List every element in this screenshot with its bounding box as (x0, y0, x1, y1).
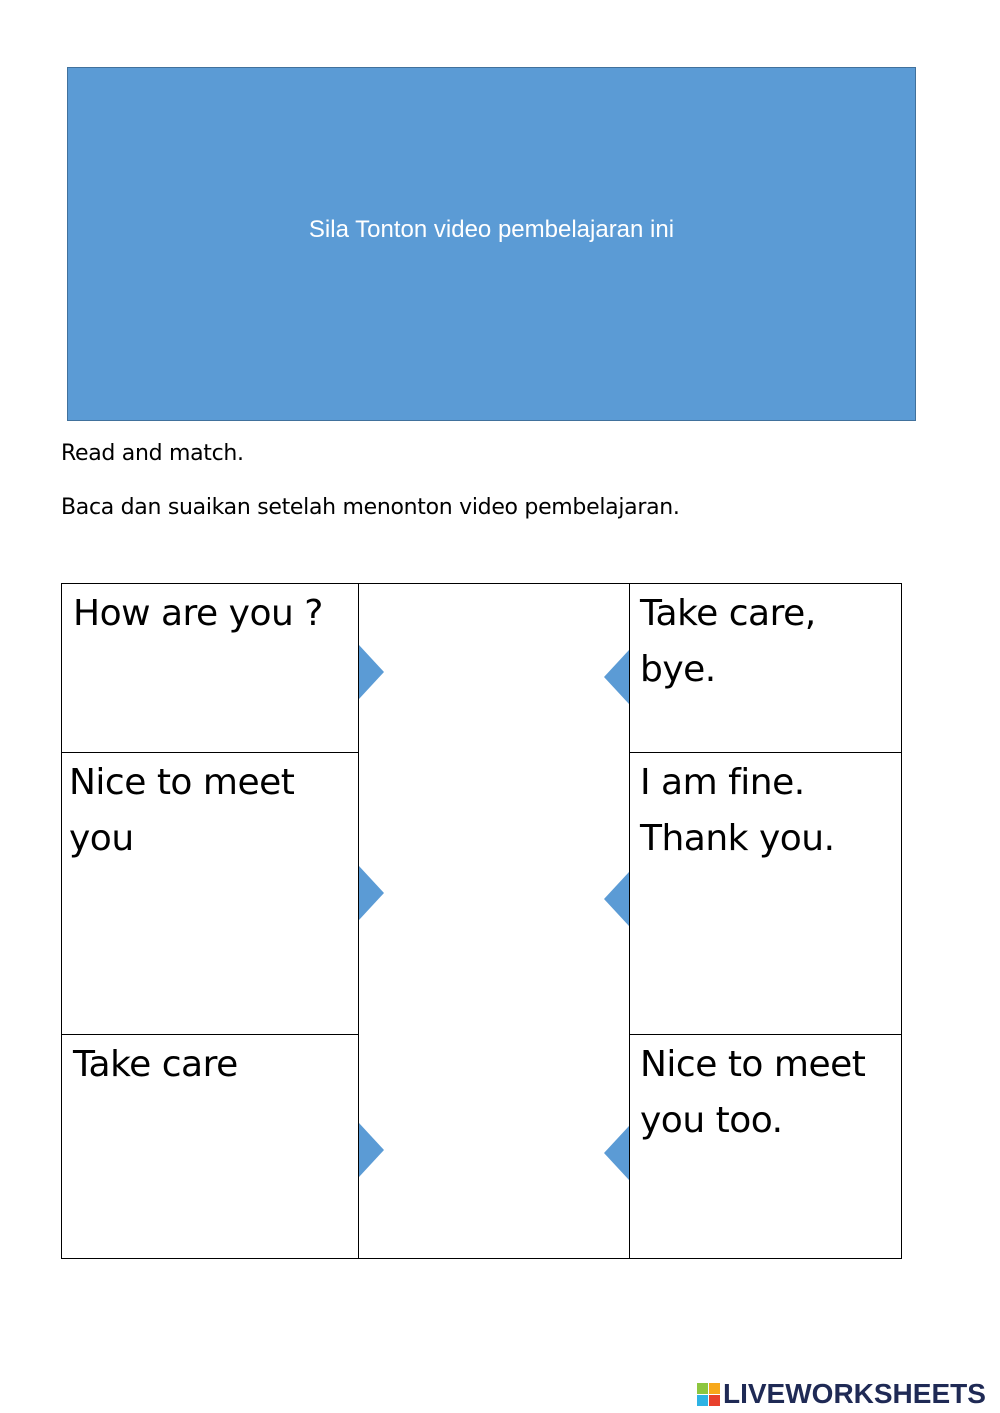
right-item-3: Nice to meet you too. (640, 1044, 866, 1141)
left-item-3: Take care (73, 1044, 238, 1085)
right-cell-3 (629, 1034, 902, 1259)
left-cell-1 (61, 583, 359, 753)
right-item-2: I am fine. Thank you. (640, 762, 835, 859)
instruction-english: Read and match. (61, 441, 244, 466)
left-connector-3-icon[interactable] (359, 1123, 384, 1177)
left-connector-1-icon[interactable] (359, 645, 384, 699)
video-label: Sila Tonton video pembelajaran ini (308, 216, 675, 243)
instruction-malay: Baca dan suaikan setelah menonton video pembelajaran. (61, 495, 680, 520)
right-connector-2-icon[interactable] (604, 872, 629, 926)
left-cell-3 (61, 1034, 359, 1259)
liveworksheets-logo-icon (697, 1383, 720, 1406)
match-area[interactable] (358, 583, 630, 1259)
video-placeholder[interactable] (67, 67, 916, 421)
right-connector-1-icon[interactable] (604, 650, 629, 704)
left-item-2: Nice to meet you (69, 762, 295, 859)
right-cell-2 (629, 752, 902, 1035)
left-cell-2 (61, 752, 359, 1035)
left-item-1: How are you ? (73, 593, 323, 634)
right-connector-3-icon[interactable] (604, 1126, 629, 1180)
liveworksheets-logo[interactable] (697, 1378, 986, 1410)
right-cell-1 (629, 583, 902, 753)
logo-text: LIVEWORKSHEETS (723, 1378, 986, 1409)
right-item-1: Take care, bye. (640, 593, 816, 690)
left-connector-2-icon[interactable] (359, 866, 384, 920)
